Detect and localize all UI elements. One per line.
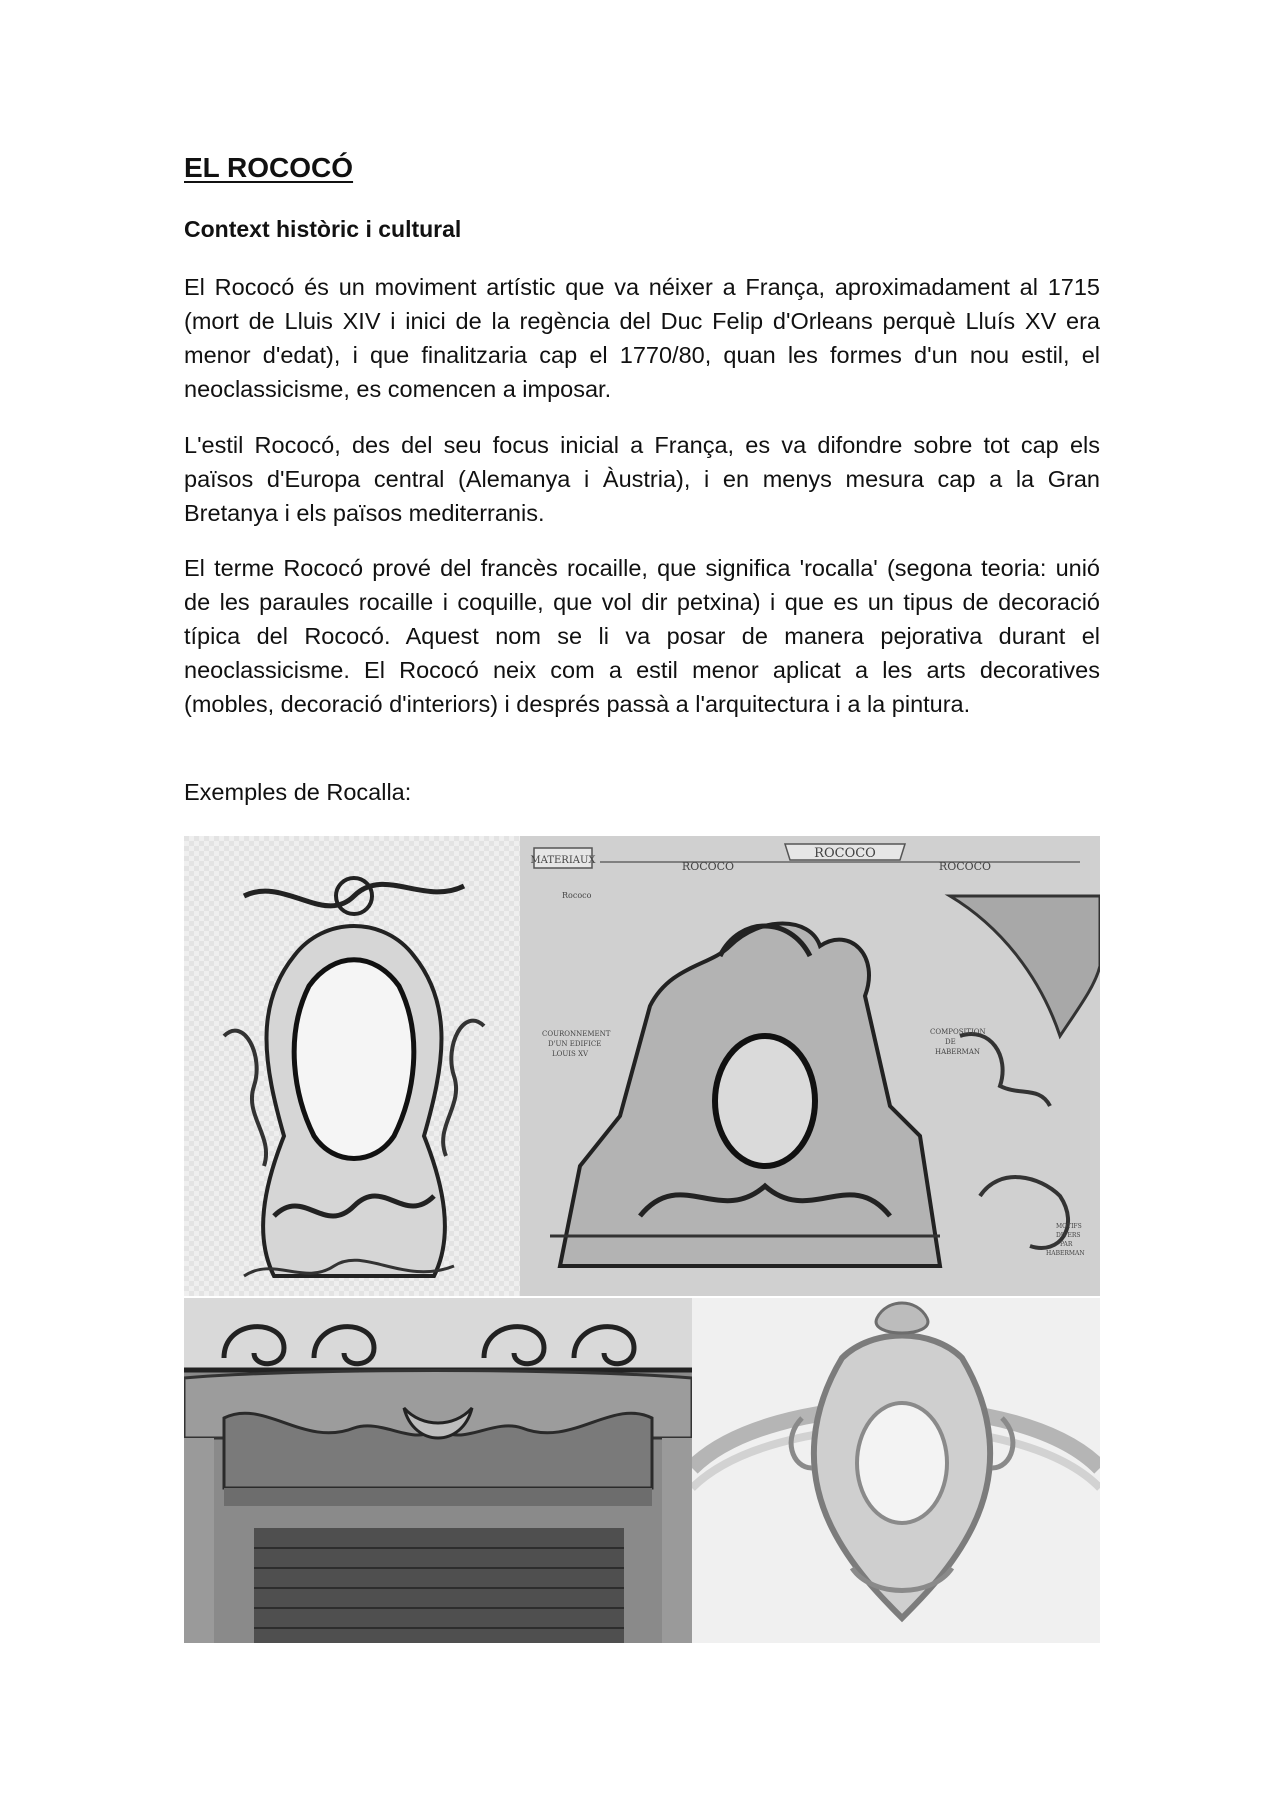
bottom-caption-line2: DIVERS — [1056, 1232, 1081, 1239]
paragraph-spread: L'estil Rococó, des del seu focus inicial a França, es va difondre sobre tot cap els països d'Europa central (Alemanya i Àustria), i en menys mesura cap a la Gran Bretanya i els països mediterranis. — [184, 432, 1100, 526]
paragraph-intro: El Rococó és un moviment artístic que va néixer a França, aproximadament al 1715 (mort de Lluis XIV i inici de la regència del Duc Felip d'Orleans perquè Lluís XV era menor d'edat), i que finalitzaria cap el 1770/80, quan les formes d'un nou estil, el neoclassicisme, es comencen a imposar. — [184, 274, 1100, 402]
rocaille-engraving-cartouche — [184, 836, 520, 1296]
page-title: EL ROCOCÓ — [184, 152, 354, 183]
bottom-caption-line1: MOTIFS — [1056, 1223, 1082, 1230]
banner-left-label: ROCOCO — [681, 860, 735, 873]
banner-right-label: ROCOCO — [938, 860, 992, 873]
plate-tag-label: MATERIAUX — [530, 855, 596, 866]
section-heading: Context històric i cultural — [184, 216, 462, 242]
bottom-caption-line3: PAR — [1060, 1241, 1073, 1248]
paragraph-term: El terme Rococó prové del francès rocaille, que significa 'rocalla' (segona teoria: unió de les paraules rocaille i coquille, que vol dir petxina) i que es un tipus de decoració típica del Rococó. Aquest nom se li va posar de manera pejorativa durant el neoclassicisme. El Rococó neix com a estil menor aplicat a les arts decoratives (mobles, decoració d'interiors) i després passà a l'arquitectura i a la pintura. — [184, 555, 1100, 717]
rococo-materiaux-plate — [520, 836, 1100, 1296]
left-caption-line3: LOUIS XV — [552, 1050, 589, 1058]
small-tag-label: Rococo — [562, 891, 592, 900]
left-caption-line2: D'UN EDIFICE — [548, 1040, 602, 1048]
right-caption-line3: HABERMAN — [935, 1048, 981, 1056]
rocaille-stucco-cartouche-photo — [692, 1298, 1100, 1643]
banner-center-label: ROCOCO — [814, 846, 876, 861]
right-caption-line2: DE — [945, 1038, 956, 1046]
bottom-caption-line4: HABERMAN — [1046, 1250, 1085, 1257]
rocaille-window-lintel-photo — [184, 1298, 692, 1643]
examples-label: Exemples de Rocalla: — [184, 779, 412, 805]
left-caption-line1: COURONNEMENT — [542, 1030, 611, 1038]
right-caption-line1: COMPOSITION — [930, 1028, 986, 1036]
